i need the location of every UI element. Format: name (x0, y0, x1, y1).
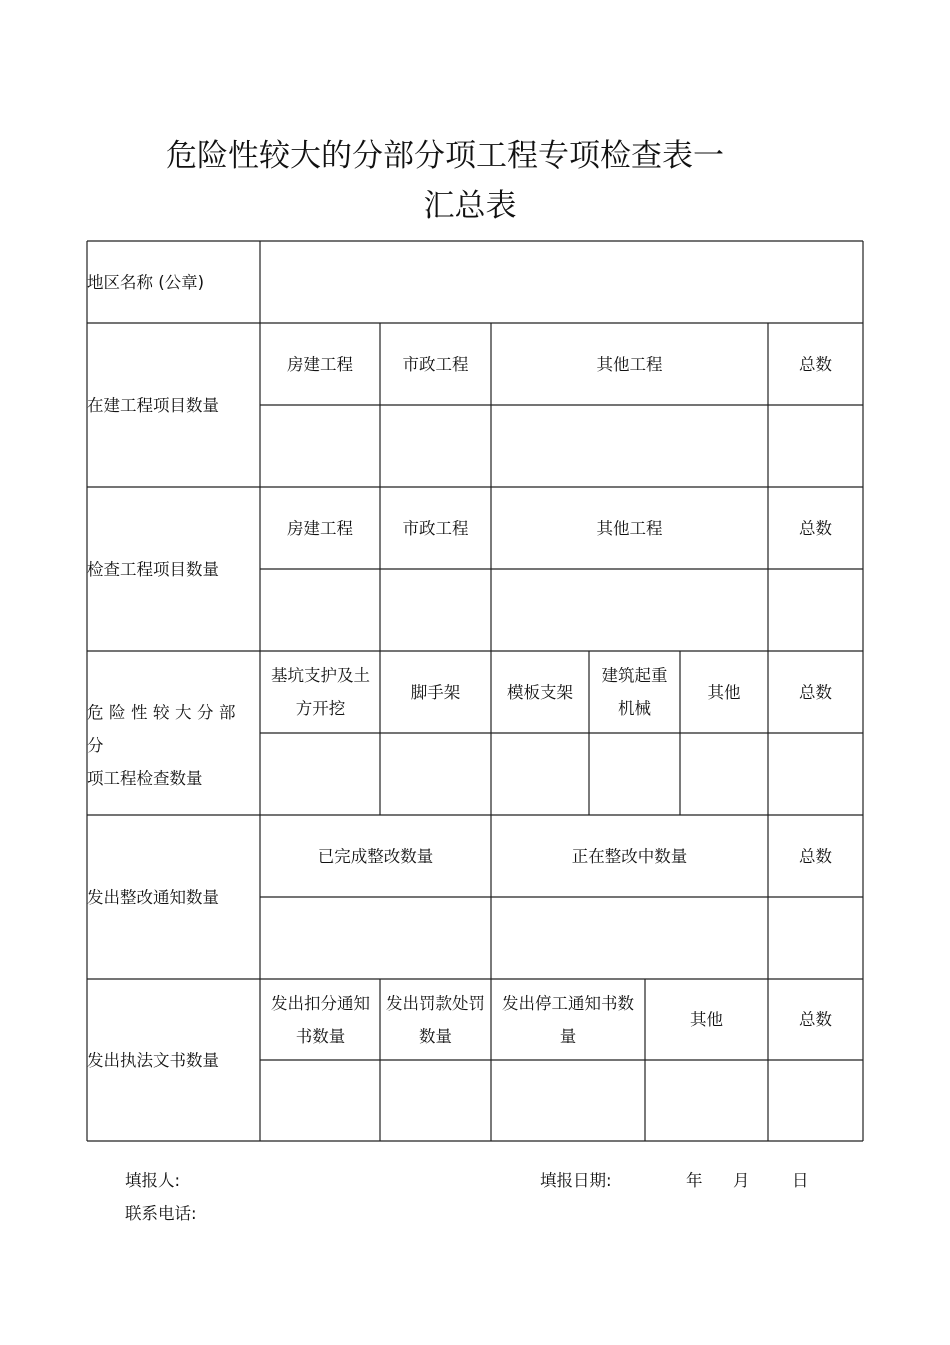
hazardous-header-crane-text: 建筑起重机械 (601, 666, 668, 718)
rectification-label: 发出整改通知数量 (87, 887, 219, 907)
region-value-cell[interactable] (260, 241, 863, 323)
enforcement-stop-work-input[interactable] (491, 1060, 645, 1141)
enforcement-header-fine (380, 979, 491, 1060)
under-construction-total-input[interactable] (768, 405, 863, 487)
page-title: 危险性较大的分部分项工程专项检查表一 (166, 138, 724, 174)
inspected-other-input[interactable] (491, 569, 768, 651)
inspected-header-other: 其他工程 (596, 518, 663, 538)
under-construction-header-municipal: 市政工程 (402, 354, 469, 374)
rectification-header-completed: 已完成整改数量 (317, 846, 434, 866)
enforcement-header-deduction-text: 发出扣分通知书数量 (271, 993, 370, 1046)
hazardous-header-total: 总数 (799, 682, 832, 702)
rectification-total-input[interactable] (768, 897, 863, 979)
hazardous-formwork-input[interactable] (491, 733, 589, 815)
hazardous-header-formwork: 模板支架 (507, 682, 573, 702)
hazardous-label (87, 651, 260, 815)
hazardous-other-input[interactable] (680, 733, 768, 815)
enforcement-label: 发出执法文书数量 (87, 1050, 219, 1070)
under-construction-header-housing: 房建工程 (287, 354, 353, 374)
date-day: 日 (792, 1171, 809, 1190)
rectification-completed-input[interactable] (260, 897, 491, 979)
hazardous-total-input[interactable] (768, 733, 863, 815)
rectification-header-in-progress: 正在整改中数量 (571, 846, 688, 866)
enforcement-header-other: 其他 (690, 1010, 723, 1029)
region-label: 地区名称 (公章) (87, 272, 205, 292)
enforcement-deduction-input[interactable] (260, 1060, 380, 1141)
inspected-header-municipal: 市政工程 (402, 518, 469, 538)
enforcement-header-stop-work (491, 979, 645, 1060)
hazardous-label-line2: 项工程检查数量 (87, 768, 203, 788)
hazardous-header-excavation (260, 651, 380, 733)
inspected-total-input[interactable] (768, 569, 863, 651)
inspected-header-total: 总数 (799, 518, 832, 538)
filler-label: 填报人: (125, 1171, 181, 1190)
rectification-header-total: 总数 (799, 846, 832, 866)
date-month: 月 (733, 1171, 750, 1190)
inspected-housing-input[interactable] (260, 569, 380, 651)
phone-label: 联系电话: (125, 1204, 197, 1223)
enforcement-other-input[interactable] (645, 1060, 768, 1141)
hazardous-header-crane (589, 651, 680, 733)
inspected-header-housing: 房建工程 (287, 518, 353, 538)
under-construction-header-other: 其他工程 (596, 354, 663, 374)
under-construction-housing-input[interactable] (260, 405, 380, 487)
rectification-in-progress-input[interactable] (491, 897, 768, 979)
enforcement-header-total: 总数 (799, 1010, 832, 1029)
hazardous-excavation-input[interactable] (260, 733, 380, 815)
hazardous-label-line1: 危险性较大分部分 (87, 702, 241, 755)
enforcement-header-deduction (260, 979, 380, 1060)
page-subtitle: 汇总表 (423, 188, 517, 224)
hazardous-header-excavation-text: 基坑支护及土方开挖 (271, 666, 370, 718)
enforcement-header-stop-work-text: 发出停工通知书数量 (502, 993, 634, 1046)
date-year: 年 (686, 1171, 703, 1190)
inspected-label: 检查工程项目数量 (87, 559, 219, 579)
enforcement-fine-input[interactable] (380, 1060, 491, 1141)
hazardous-header-other: 其他 (707, 682, 741, 702)
hazardous-crane-input[interactable] (589, 733, 680, 815)
under-construction-label: 在建工程项目数量 (87, 395, 219, 415)
under-construction-header-total: 总数 (799, 354, 832, 374)
enforcement-header-fine-text: 发出罚款处罚数量 (386, 993, 485, 1046)
hazardous-header-scaffold: 脚手架 (410, 682, 461, 702)
inspected-municipal-input[interactable] (380, 569, 491, 651)
under-construction-municipal-input[interactable] (380, 405, 491, 487)
under-construction-other-input[interactable] (491, 405, 768, 487)
hazardous-scaffold-input[interactable] (380, 733, 491, 815)
enforcement-total-input[interactable] (768, 1060, 863, 1141)
date-label: 填报日期: (540, 1171, 612, 1190)
